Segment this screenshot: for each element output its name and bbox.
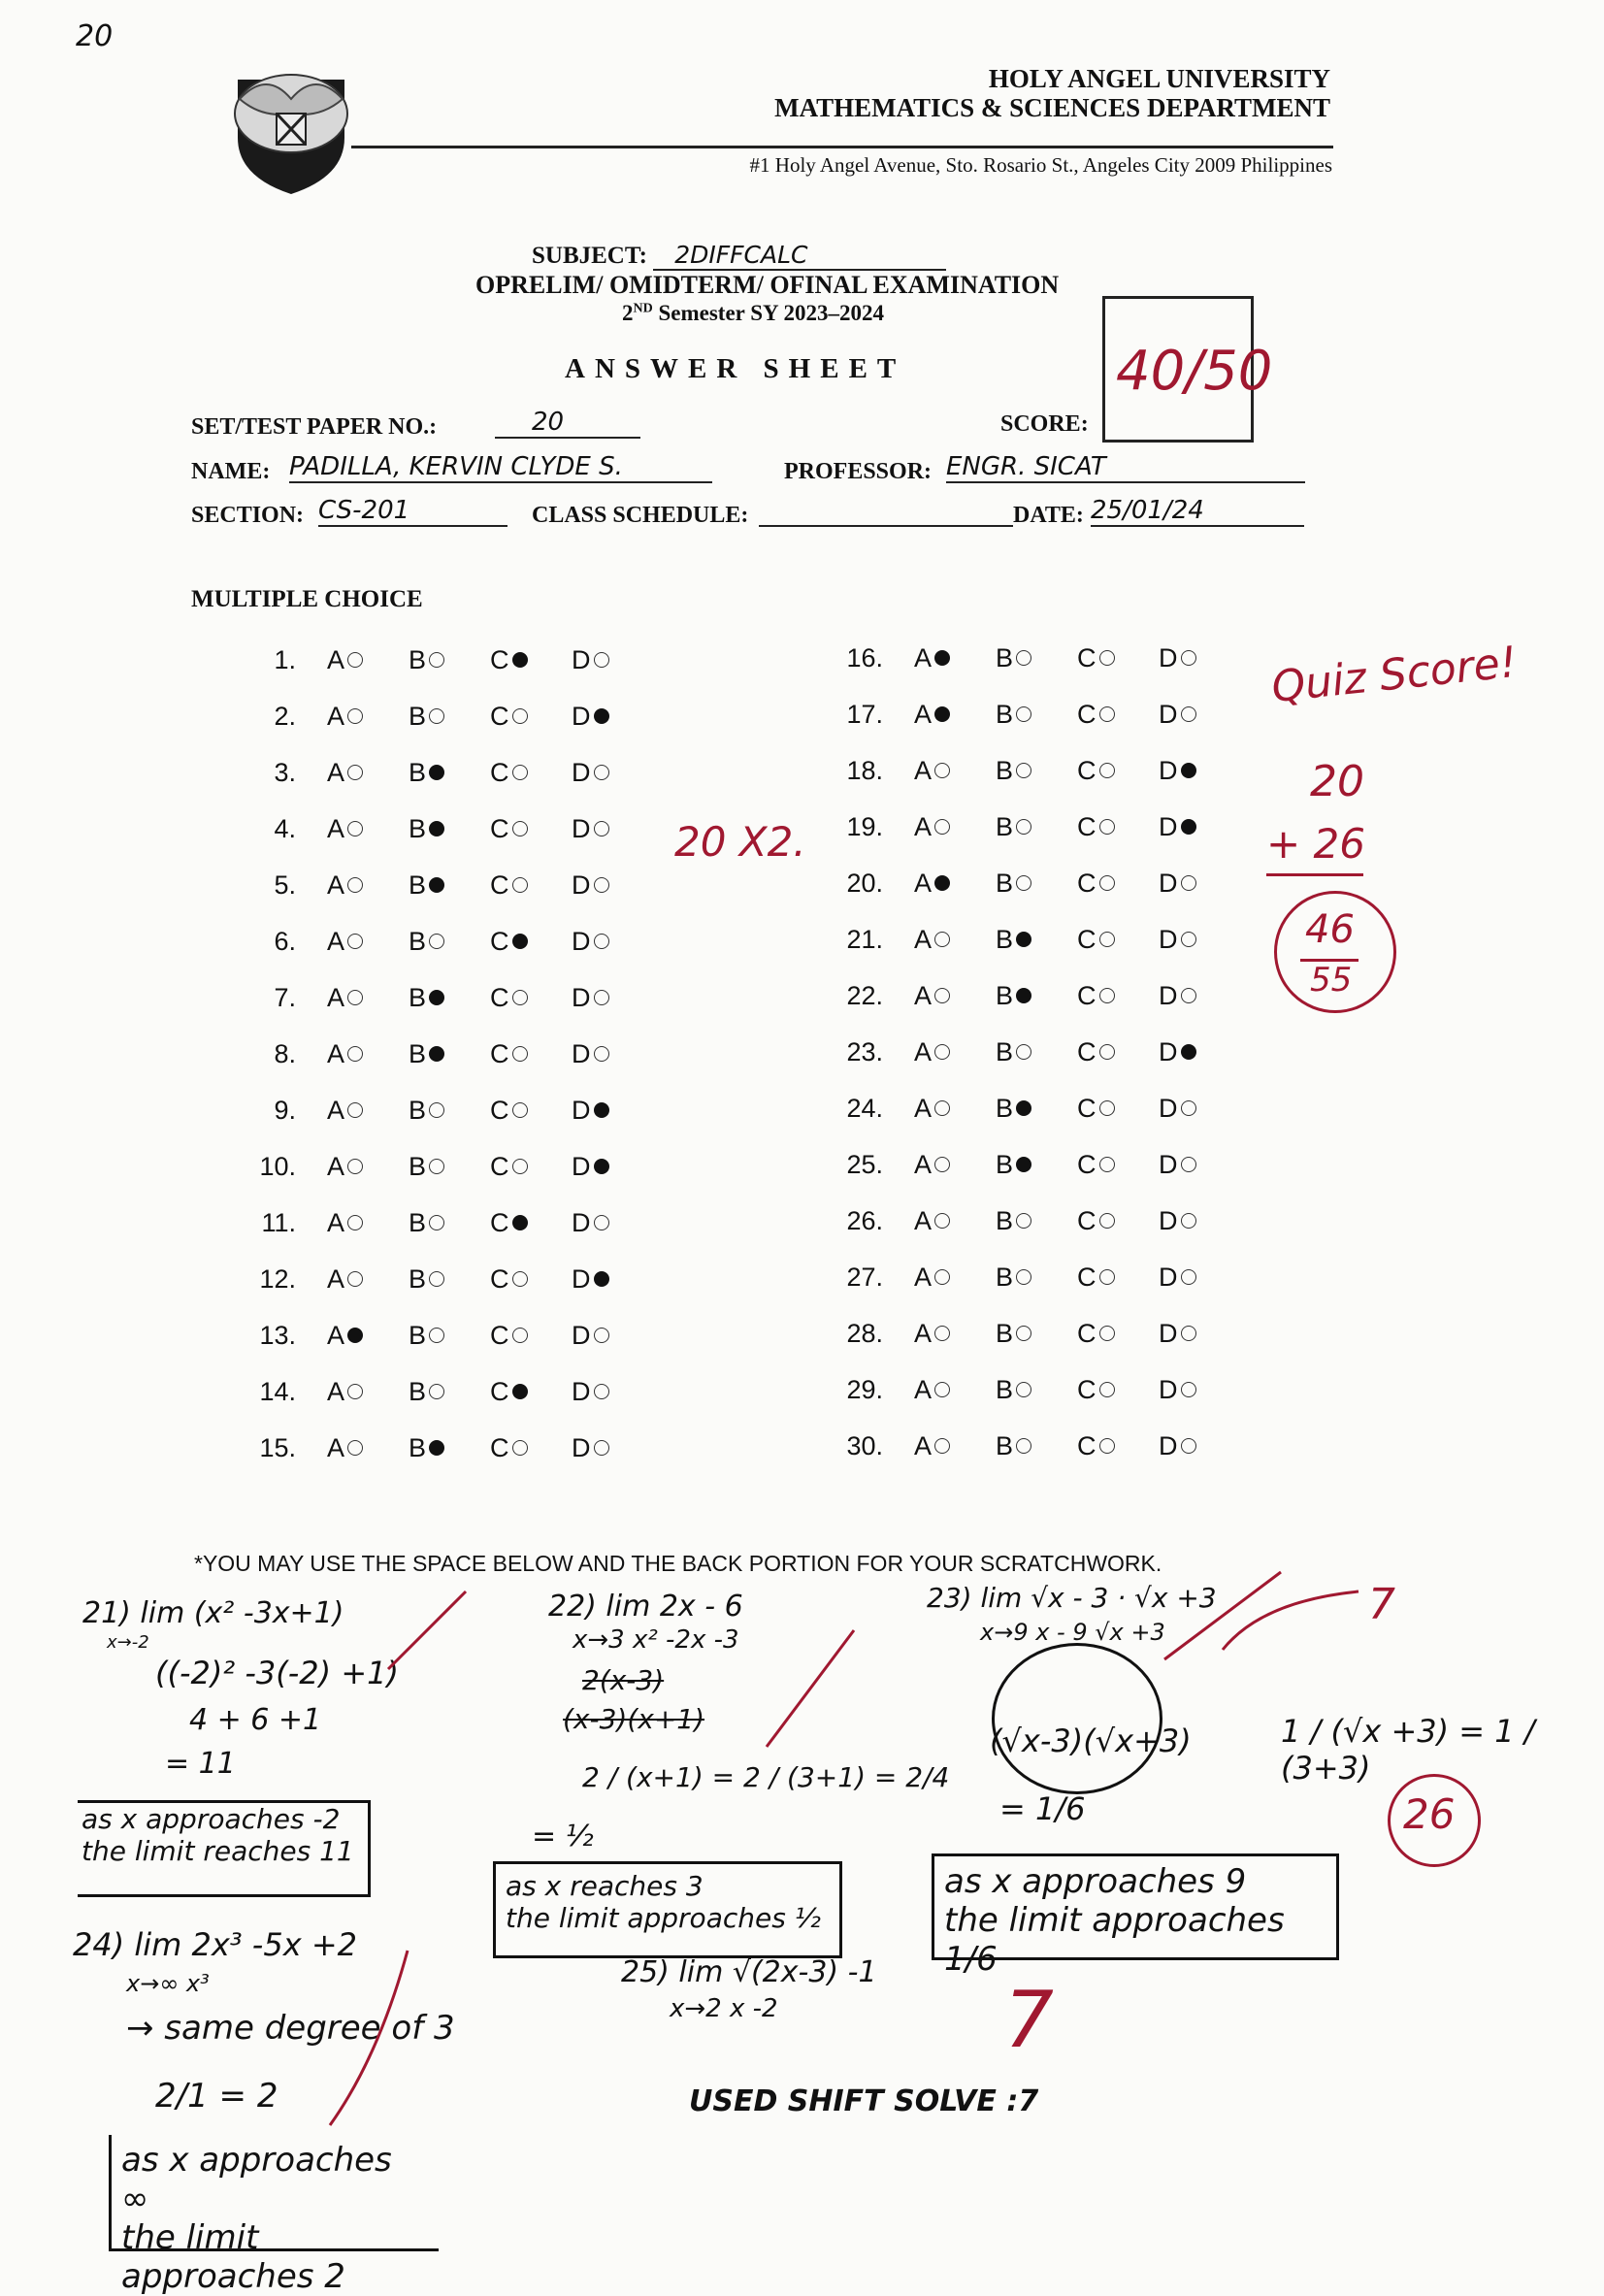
mc-option-letter: C bbox=[1077, 1262, 1097, 1292]
mc-question-number: 9. bbox=[274, 1095, 296, 1125]
p24-l2: 2/1 = 2 bbox=[155, 2077, 278, 2116]
mc-option-letter: A bbox=[914, 811, 933, 841]
p23-sub: x→9 x - 9 √x +3 bbox=[980, 1619, 1165, 1646]
p23-head: 23) lim √x - 3 · √x +3 bbox=[927, 1582, 1217, 1614]
mc-option-letter: B bbox=[996, 642, 1014, 672]
semester-text: Semester SY 2023–2024 bbox=[652, 301, 885, 325]
mc-option-letter: D bbox=[572, 644, 591, 674]
mc-question-number: 10. bbox=[259, 1151, 296, 1181]
sheet-title: ANSWER SHEET bbox=[565, 353, 906, 384]
mc-option-letter: C bbox=[490, 982, 509, 1012]
mc-option-letter: C bbox=[1077, 642, 1097, 672]
mc-option-letter: D bbox=[572, 982, 591, 1012]
mc-option-letter: B bbox=[996, 699, 1014, 729]
mc-option-letter: C bbox=[490, 1207, 509, 1237]
mc-question-number: 24. bbox=[846, 1093, 883, 1123]
quiz-score-a: 20 bbox=[1310, 757, 1364, 806]
mc-option-letter: B bbox=[409, 982, 427, 1012]
mc-option-letter: B bbox=[409, 1151, 427, 1181]
mc-option-letter: A bbox=[327, 1038, 345, 1068]
p22-box-line1: as x reaches 3 bbox=[506, 1870, 704, 1902]
mc-option-letter: D bbox=[572, 1432, 591, 1462]
p21-box-line1: as x approaches -2 bbox=[82, 1803, 341, 1835]
semester-sup: ND bbox=[633, 301, 653, 316]
mc-option-letter: C bbox=[1077, 924, 1097, 954]
set-label: SET/TEST PAPER NO.: bbox=[191, 414, 438, 440]
mc-option-letter: B bbox=[996, 1205, 1014, 1235]
mc-question-number: 25. bbox=[846, 1149, 883, 1179]
name-label: NAME: bbox=[191, 459, 271, 484]
mc-option-letter: C bbox=[1077, 1430, 1097, 1460]
check-24-icon bbox=[330, 1951, 408, 2125]
mc-question-number: 1. bbox=[274, 644, 296, 674]
p24-sub: x→∞ x³ bbox=[126, 1970, 210, 1997]
mc-option-letter: A bbox=[327, 644, 345, 674]
p25-l1: USED SHIFT SOLVE :7 bbox=[689, 2084, 1039, 2118]
mc-question-number: 11. bbox=[261, 1207, 296, 1237]
mc-option-letter: B bbox=[409, 813, 427, 843]
check-22-icon bbox=[767, 1630, 854, 1747]
mc-option-letter: C bbox=[490, 1095, 509, 1125]
mc-heading: MULTIPLE CHOICE bbox=[191, 586, 423, 612]
p22-l4: = ½ bbox=[532, 1820, 594, 1853]
mc-option-letter: D bbox=[572, 757, 591, 787]
scratchwork-note: *YOU MAY USE THE SPACE BELOW AND THE BACK PORTION FOR YOUR SCRATCHWORK. bbox=[194, 1551, 1162, 1576]
quiz-score-b: + 26 bbox=[1266, 820, 1365, 868]
mc-option-letter: B bbox=[409, 757, 427, 787]
mc-option-letter: C bbox=[490, 926, 509, 956]
mc-question-number: 22. bbox=[846, 980, 883, 1010]
quiz-over: 55 bbox=[1310, 961, 1353, 1000]
quiz-score-label: Quiz Score! bbox=[1269, 637, 1520, 713]
mc-option-letter: B bbox=[996, 924, 1014, 954]
mc-option-letter: B bbox=[996, 868, 1014, 898]
mc-question-number: 12. bbox=[259, 1263, 296, 1294]
mc-option-letter: B bbox=[996, 1093, 1014, 1123]
mc-option-letter: A bbox=[914, 1036, 933, 1066]
multiplier-note: 20 X2. bbox=[674, 818, 806, 866]
mc-option-letter: D bbox=[1159, 1262, 1178, 1292]
mc-option-letter: B bbox=[996, 980, 1014, 1010]
p24-l1: → same degree of 3 bbox=[126, 2009, 455, 2048]
mc-option-letter: D bbox=[1159, 868, 1178, 898]
p22-l2: (x-3)(x+1) bbox=[563, 1703, 705, 1735]
p22-box-line2: the limit approaches ½ bbox=[506, 1902, 821, 1934]
mc-option-letter: D bbox=[572, 1038, 591, 1068]
mc-question-number: 26. bbox=[846, 1205, 883, 1235]
schedule-label: CLASS SCHEDULE: bbox=[532, 503, 749, 528]
mc-question-number: 5. bbox=[274, 869, 296, 900]
mc-option-letter: B bbox=[996, 1430, 1014, 1460]
mc-option-letter: C bbox=[1077, 1318, 1097, 1348]
mc-option-letter: C bbox=[490, 644, 509, 674]
mc-question-number: 19. bbox=[846, 811, 883, 841]
mc-option-letter: A bbox=[327, 982, 345, 1012]
mc-option-letter: A bbox=[327, 1432, 345, 1462]
p23-box-line2: the limit approaches 1/6 bbox=[944, 1901, 1285, 1979]
mc-option-letter: D bbox=[1159, 1205, 1178, 1235]
mc-option-letter: B bbox=[996, 1149, 1014, 1179]
p21-l3: = 11 bbox=[165, 1747, 236, 1781]
mc-question-number: 29. bbox=[846, 1374, 883, 1404]
mc-option-letter: D bbox=[572, 1151, 591, 1181]
mc-option-letter: A bbox=[914, 868, 933, 898]
date-label: DATE: bbox=[1013, 503, 1084, 528]
subject-label: SUBJECT: bbox=[532, 243, 648, 269]
mc-option-letter: B bbox=[996, 1262, 1014, 1292]
mc-question-number: 18. bbox=[846, 755, 883, 785]
mc-option-letter: C bbox=[490, 701, 509, 731]
p24-box-line1: as x approaches ∞ bbox=[121, 2141, 392, 2218]
mc-option-letter: C bbox=[490, 869, 509, 900]
p21-box-line2: the limit reaches 11 bbox=[82, 1835, 354, 1867]
p24-head: 24) lim 2x³ -5x +2 bbox=[73, 1926, 357, 1963]
mc-option-letter: D bbox=[1159, 811, 1178, 841]
problem-score: 26 bbox=[1403, 1790, 1456, 1838]
mc-option-letter: B bbox=[409, 1432, 427, 1462]
mc-option-letter: D bbox=[1159, 980, 1178, 1010]
mc-question-number: 4. bbox=[274, 813, 296, 843]
score-value: 40/50 bbox=[1116, 340, 1273, 403]
mc-option-letter: D bbox=[572, 813, 591, 843]
mc-option-letter: B bbox=[409, 1320, 427, 1350]
mc-option-letter: C bbox=[1077, 1374, 1097, 1404]
date-value: 25/01/24 bbox=[1091, 496, 1304, 527]
mc-option-letter: D bbox=[572, 1263, 591, 1294]
mc-question-number: 23. bbox=[846, 1036, 883, 1066]
p21-sub: x→-2 bbox=[107, 1632, 149, 1653]
section-value: CS-201 bbox=[318, 496, 507, 527]
mc-option-letter: A bbox=[327, 869, 345, 900]
mc-option-letter: C bbox=[490, 1432, 509, 1462]
mc-option-letter: D bbox=[572, 1320, 591, 1350]
professor-value: ENGR. SICAT bbox=[946, 452, 1305, 483]
mc-option-letter: D bbox=[572, 1207, 591, 1237]
mc-option-letter: C bbox=[490, 757, 509, 787]
mc-option-letter: C bbox=[490, 1038, 509, 1068]
mc-option-letter: D bbox=[1159, 1036, 1178, 1066]
mc-question-number: 7. bbox=[274, 982, 296, 1012]
department-name: MATHEMATICS & SCIENCES DEPARTMENT bbox=[774, 93, 1330, 122]
mc-question-number: 30. bbox=[846, 1430, 883, 1460]
mc-option-letter: B bbox=[996, 811, 1014, 841]
mc-option-letter: D bbox=[1159, 1149, 1178, 1179]
corner-number: 20 bbox=[76, 19, 114, 53]
mc-option-letter: C bbox=[1077, 699, 1097, 729]
mc-option-letter: A bbox=[914, 1149, 933, 1179]
subject-value: 2DIFFCALC bbox=[653, 241, 946, 271]
university-name: HOLY ANGEL UNIVERSITY bbox=[988, 64, 1330, 93]
mc-option-letter: A bbox=[327, 1151, 345, 1181]
mc-question-number: 17. bbox=[846, 699, 883, 729]
mc-option-letter: A bbox=[914, 1318, 933, 1348]
mc-option-letter: D bbox=[1159, 1430, 1178, 1460]
mc-option-letter: A bbox=[914, 1262, 933, 1292]
mark-seven-2: 7 bbox=[1004, 1975, 1054, 2065]
mc-option-letter: A bbox=[327, 1320, 345, 1350]
mc-option-letter: D bbox=[572, 869, 591, 900]
mc-option-letter: B bbox=[409, 869, 427, 900]
university-address: #1 Holy Angel Avenue, Sto. Rosario St., Angeles City 2009 Philippines bbox=[749, 153, 1332, 177]
mc-question-number: 16. bbox=[846, 642, 883, 672]
mc-option-letter: A bbox=[327, 926, 345, 956]
mc-question-number: 8. bbox=[274, 1038, 296, 1068]
mc-question-number: 3. bbox=[274, 757, 296, 787]
mc-option-letter: C bbox=[1077, 1036, 1097, 1066]
mc-option-letter: A bbox=[914, 1430, 933, 1460]
p25-head: 25) lim √(2x-3) -1 bbox=[621, 1955, 877, 1989]
mc-option-letter: D bbox=[572, 1376, 591, 1406]
mc-option-letter: B bbox=[409, 1095, 427, 1125]
mc-option-letter: D bbox=[1159, 755, 1178, 785]
p21-l2: 4 + 6 +1 bbox=[189, 1703, 322, 1737]
mc-option-letter: C bbox=[1077, 1205, 1097, 1235]
section-label: SECTION: bbox=[191, 503, 305, 528]
mc-option-letter: D bbox=[572, 926, 591, 956]
mc-option-letter: D bbox=[572, 1095, 591, 1125]
p25-sub: x→2 x -2 bbox=[670, 1994, 778, 2023]
mc-option-letter: C bbox=[1077, 868, 1097, 898]
mark-seven-1: 7 bbox=[1368, 1580, 1395, 1629]
mc-option-letter: A bbox=[914, 699, 933, 729]
score-label: SCORE: bbox=[1000, 411, 1089, 437]
p22-head: 22) lim 2x - 6 bbox=[548, 1590, 743, 1624]
mc-option-letter: B bbox=[409, 1263, 427, 1294]
mc-question-number: 21. bbox=[846, 924, 883, 954]
mc-option-letter: B bbox=[409, 1207, 427, 1237]
quiz-total: 46 bbox=[1305, 907, 1355, 952]
semester-number: 2 bbox=[622, 301, 634, 325]
p23-l1: (√x-3)(√x+3) bbox=[990, 1722, 1192, 1759]
mc-option-letter: D bbox=[572, 701, 591, 731]
mc-question-number: 28. bbox=[846, 1318, 883, 1348]
mc-option-letter: B bbox=[996, 1036, 1014, 1066]
mc-option-letter: A bbox=[327, 757, 345, 787]
mc-option-letter: C bbox=[490, 813, 509, 843]
p21-head: 21) lim (x² -3x+1) bbox=[82, 1596, 344, 1630]
name-value: PADILLA, KERVIN CLYDE S. bbox=[289, 452, 712, 483]
mc-option-letter: B bbox=[409, 1038, 427, 1068]
mc-question-number: 14. bbox=[259, 1376, 296, 1406]
mc-option-letter: D bbox=[1159, 924, 1178, 954]
mc-option-letter: B bbox=[996, 1318, 1014, 1348]
mc-option-letter: A bbox=[914, 980, 933, 1010]
mc-option-letter: A bbox=[914, 1093, 933, 1123]
mc-option-letter: C bbox=[1077, 811, 1097, 841]
mc-question-number: 27. bbox=[846, 1262, 883, 1292]
mc-option-letter: B bbox=[996, 755, 1014, 785]
p22-sub: x→3 x² -2x -3 bbox=[573, 1625, 739, 1655]
mc-option-letter: C bbox=[1077, 755, 1097, 785]
mc-option-letter: B bbox=[409, 701, 427, 731]
mc-option-letter: C bbox=[1077, 1093, 1097, 1123]
mc-question-number: 15. bbox=[259, 1432, 296, 1462]
set-value: 20 bbox=[495, 408, 640, 439]
mc-option-letter: C bbox=[490, 1263, 509, 1294]
mc-option-letter: D bbox=[1159, 1093, 1178, 1123]
mc-option-letter: C bbox=[490, 1320, 509, 1350]
mc-option-letter: D bbox=[1159, 1374, 1178, 1404]
mc-question-number: 13. bbox=[259, 1320, 296, 1350]
professor-label: PROFESSOR: bbox=[784, 459, 933, 484]
p21-l1: ((-2)² -3(-2) +1) bbox=[155, 1655, 399, 1691]
mc-option-letter: A bbox=[327, 813, 345, 843]
check-21-icon bbox=[388, 1591, 466, 1669]
mc-question-number: 6. bbox=[274, 926, 296, 956]
mc-question-number: 2. bbox=[274, 701, 296, 731]
mc-option-letter: A bbox=[327, 1263, 345, 1294]
mc-option-letter: D bbox=[1159, 642, 1178, 672]
mc-option-letter: C bbox=[490, 1376, 509, 1406]
mc-option-letter: A bbox=[914, 642, 933, 672]
p22-l1: 2(x-3) bbox=[582, 1664, 665, 1696]
p24-box-line2: the limit approaches 2 bbox=[121, 2218, 345, 2296]
mc-option-letter: D bbox=[1159, 1318, 1178, 1348]
mc-option-letter: C bbox=[1077, 1149, 1097, 1179]
mc-question-number: 20. bbox=[846, 868, 883, 898]
mc-option-letter: A bbox=[327, 701, 345, 731]
mc-option-letter: A bbox=[914, 1205, 933, 1235]
p23-l2: 1 / (√x +3) = 1 / (3+3) bbox=[1281, 1713, 1535, 1787]
p22-l3: 2 / (x+1) = 2 / (3+1) = 2/4 bbox=[582, 1761, 950, 1793]
mc-option-letter: D bbox=[1159, 699, 1178, 729]
mc-option-letter: B bbox=[409, 644, 427, 674]
mc-option-letter: A bbox=[914, 1374, 933, 1404]
mc-option-letter: B bbox=[996, 1374, 1014, 1404]
mc-option-letter: B bbox=[409, 926, 427, 956]
p23-l3: = 1/6 bbox=[999, 1790, 1086, 1827]
mc-option-letter: A bbox=[327, 1095, 345, 1125]
mc-option-letter: B bbox=[409, 1376, 427, 1406]
p23-box-line1: as x approaches 9 bbox=[944, 1862, 1247, 1901]
mc-option-letter: A bbox=[327, 1376, 345, 1406]
mc-option-letter: A bbox=[914, 755, 933, 785]
mc-option-letter: A bbox=[914, 924, 933, 954]
exam-title: OPRELIM/ OMIDTERM/ OFINAL EXAMINATION bbox=[475, 271, 1060, 299]
mc-option-letter: C bbox=[490, 1151, 509, 1181]
mc-option-letter: A bbox=[327, 1207, 345, 1237]
mc-option-letter: C bbox=[1077, 980, 1097, 1010]
